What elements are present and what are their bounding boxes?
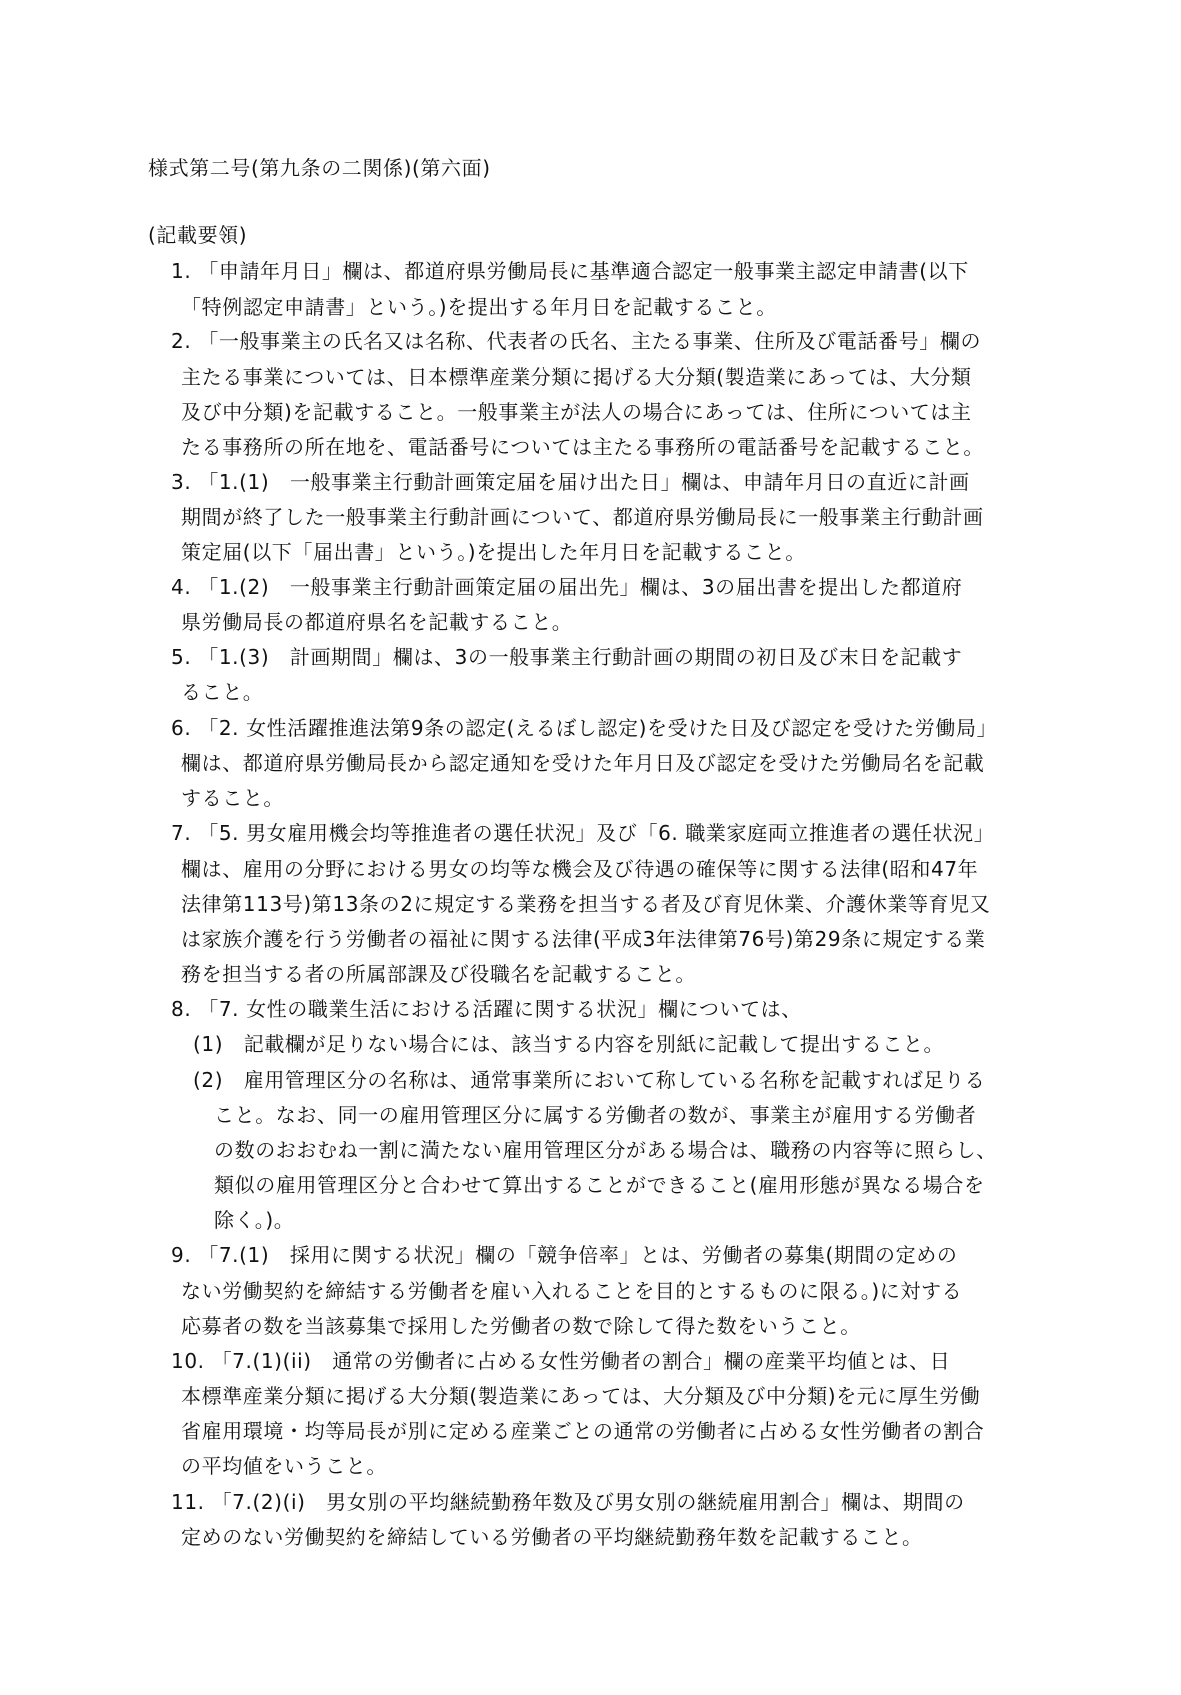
item-2-line-2: 主たる事業については、日本標準産業分類に掲げる大分類(製造業にあっては、大分類 (181, 365, 972, 389)
item-7-line-2: 欄は、雇用の分野における男女の均等な機会及び待遇の確保等に関する法律(昭和47年 (181, 857, 979, 881)
item-9-line-3: 応募者の数を当該募集で採用した労働者の数で除して得た数をいうこと。 (181, 1314, 861, 1338)
item-8-sub-2-line-1: (2) 雇用管理区分の名称は、通常事業所において称している名称を記載すれば足りる (193, 1068, 986, 1092)
item-5-line-1: 5. 「1.(3) 計画期間」欄は、3の一般事業主行動計画の期間の初日及び末日を記載す (171, 645, 963, 669)
item-9-line-1: 9. 「7.(1) 採用に関する状況」欄の「競争倍率」とは、労働者の募集(期間の定めの (171, 1243, 958, 1267)
item-2-line-4: たる事務所の所在地を、電話番号については主たる事務所の電話番号を記載すること。 (181, 435, 984, 459)
item-3-line-1: 3. 「1.(1) 一般事業主行動計画策定届を届け出た日」欄は、申請年月日の直近に計画 (171, 470, 970, 494)
item-10-line-4: の平均値をいうこと。 (181, 1454, 387, 1478)
item-8-sub-2-line-2: こと。なお、同一の雇用管理区分に属する労働者の数が、事業主が雇用する労働者 (214, 1103, 977, 1127)
item-6-line-1: 6. 「2. 女性活躍推進法第9条の認定(えるぼし認定)を受けた日及び認定を受けた労働局」 (171, 716, 998, 740)
item-7-line-1: 7. 「5. 男女雇用機会均等推進者の選任状況」及び「6. 職業家庭両立推進者の選任状況」 (171, 821, 995, 845)
item-2-line-3: 及び中分類)を記載すること。一般事業主が法人の場合にあっては、住所については主 (181, 400, 972, 424)
item-4-line-1: 4. 「1.(2) 一般事業主行動計画策定届の届出先」欄は、3の届出書を提出した都道府 (171, 575, 963, 599)
item-1-line-1: 1. 「申請年月日」欄は、都道府県労働局長に基準適合認定一般事業主認定申請書(以下 (171, 259, 969, 283)
item-8-sub-2-line-4: 類似の雇用管理区分と合わせて算出することができること(雇用形態が異なる場合を (214, 1173, 985, 1197)
item-7-line-5: 務を担当する者の所属部課及び役職名を記載すること。 (181, 962, 696, 986)
item-6-line-2: 欄は、都道府県労働局長から認定通知を受けた年月日及び認定を受けた労働局名を記載 (181, 751, 985, 775)
item-8-sub-2-line-3: の数のおおむね一割に満たない雇用管理区分がある場合は、職務の内容等に照らし、 (214, 1138, 997, 1162)
item-8-line-1: 8. 「7. 女性の職業生活における活躍に関する状況」欄については、 (171, 997, 802, 1021)
item-1-line-2: 「特例認定申請書」という。)を提出する年月日を記載すること。 (181, 295, 777, 319)
item-7-line-4: は家族介護を行う労働者の福祉に関する法律(平成3年法律第76号)第29条に規定する業 (181, 927, 986, 951)
item-4-line-2: 県労働局長の都道府県名を記載すること。 (181, 610, 573, 634)
item-8-sub-2-line-5: 除く。)。 (214, 1208, 295, 1232)
item-11-line-1: 11. 「7.(2)(i) 男女別の平均継続勤務年数及び男女別の継続雇用割合」欄は、期間の (171, 1490, 965, 1514)
item-8-sub-1: (1) 記載欄が足りない場合には、該当する内容を別紙に記載して提出すること。 (193, 1032, 945, 1056)
item-5-line-2: ること。 (181, 680, 264, 704)
item-3-line-3: 策定届(以下「届出書」という。)を提出した年月日を記載すること。 (181, 540, 806, 564)
item-9-line-2: ない労働契約を締結する労働者を雇い入れることを目的とするものに限る。)に対する (181, 1279, 963, 1303)
item-6-line-3: すること。 (181, 786, 284, 810)
form-title: 様式第二号(第九条の二関係)(第六面) (148, 156, 491, 180)
item-3-line-2: 期間が終了した一般事業主行動計画について、都道府県労働局長に一般事業主行動計画 (181, 505, 984, 529)
item-10-line-3: 省雇用環境・均等局長が別に定める産業ごとの通常の労働者に占める女性労働者の割合 (181, 1419, 985, 1443)
item-10-line-1: 10. 「7.(1)(ii) 通常の労働者に占める女性労働者の割合」欄の産業平均値とは、日 (171, 1349, 951, 1373)
item-10-line-2: 本標準産業分類に掲げる大分類(製造業にあっては、大分類及び中分類)を元に厚生労働 (181, 1384, 981, 1408)
item-11-line-2: 定めのない労働契約を締結している労働者の平均継続勤務年数を記載すること。 (181, 1525, 923, 1549)
item-7-line-3: 法律第113号)第13条の2に規定する業務を担当する者及び育児休業、介護休業等育児又 (181, 892, 991, 916)
section-heading: (記載要領) (148, 223, 248, 247)
item-2-line-1: 2. 「一般事業主の氏名又は名称、代表者の氏名、主たる事業、住所及び電話番号」欄の (171, 329, 982, 353)
